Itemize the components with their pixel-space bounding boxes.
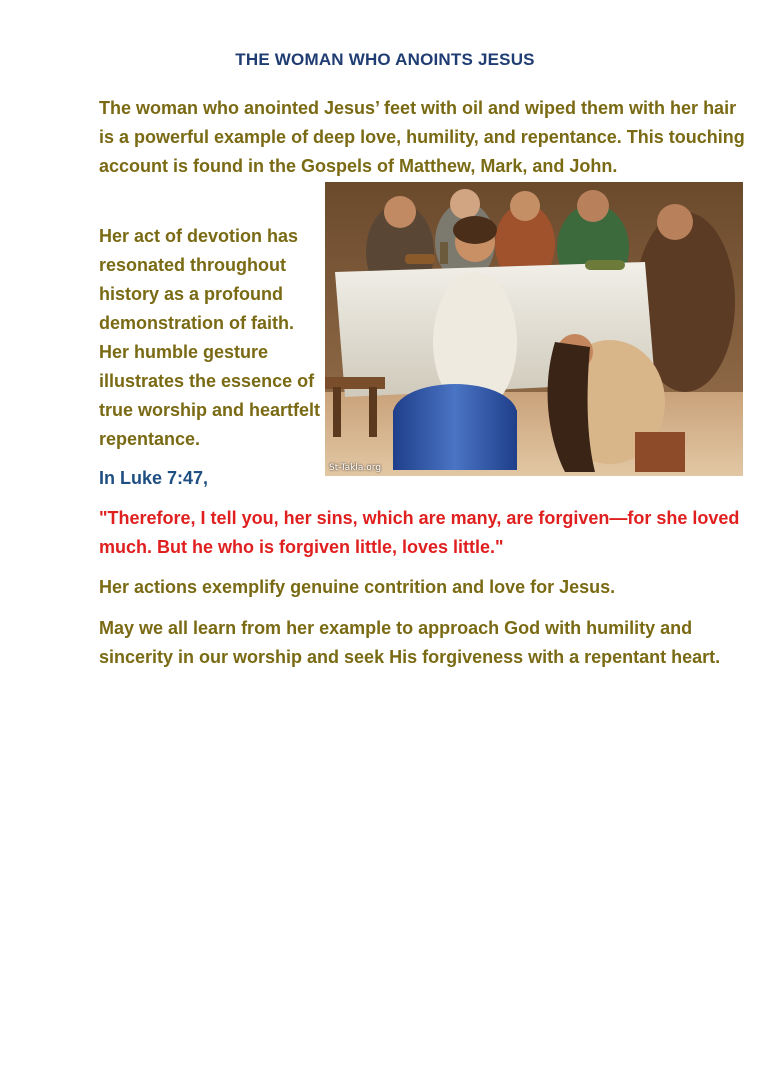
scripture-reference: In Luke 7:47, — [99, 468, 209, 488]
illustration-drawing — [325, 182, 743, 476]
intro-paragraph: The woman who anointed Jesus’ feet with oil and wiped them with her hair is a powerful example of deep love, humility, and repentance. This touching account is found in the Gospels of Matthew, Mark, and John. — [99, 98, 745, 176]
closing-paragraph: May we all learn from her example to approach God with humility and sincerity in our worship and seek His forgiveness with a repentant heart. — [99, 618, 721, 667]
actions-paragraph: Her actions exemplify genuine contrition and love for Jesus. — [99, 577, 616, 597]
devotion-paragraph: Her act of devotion has resonated throughout history as a profound demonstration of faith. Her humble gesture illustrates the essence of true worship and heartfelt repentance. — [99, 226, 321, 449]
anointing-illustration — [325, 182, 743, 476]
watermark-text: St-Takla.org — [329, 463, 382, 473]
scripture-quote: "Therefore, I tell you, her sins, which are many, are forgiven—for she loved much. But he who is forgiven little, loves little." — [99, 508, 740, 557]
page-title: THE WOMAN WHO ANOINTS JESUS — [235, 50, 535, 69]
